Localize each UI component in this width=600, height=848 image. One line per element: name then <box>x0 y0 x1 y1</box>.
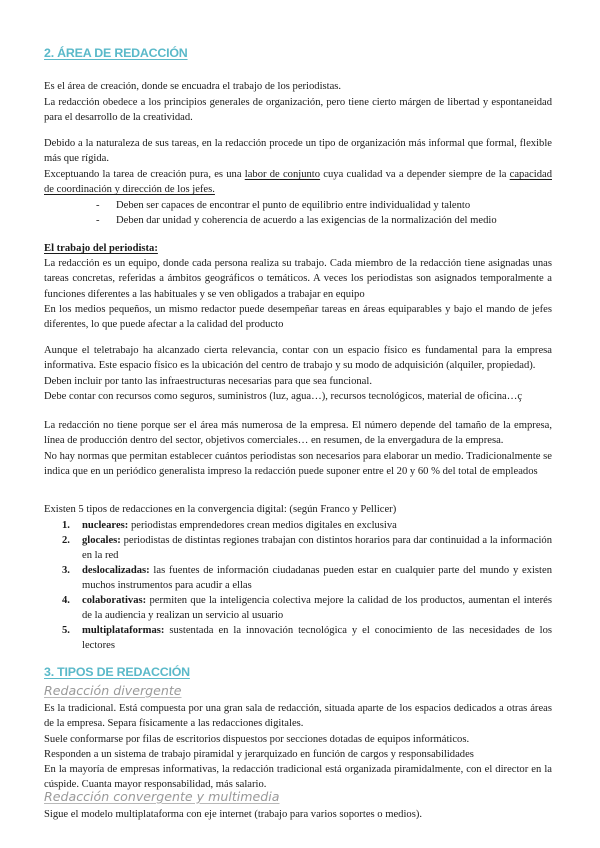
dash-item-text: Deben dar unidad y coherencia de acuerdo a las exigencias de la normalización del medio <box>116 215 497 226</box>
paragraph: Sigue el modelo multiplataforma con eje internet (trabajo para varios soportes o medios). <box>44 809 423 820</box>
list-item <box>62 593 552 624</box>
list-item <box>62 623 552 654</box>
list-text: las fuentes de información ciudadanas pueden estar en cualquier parte del mundo y existen muchos instrumentos para acudir a ellas <box>82 565 552 592</box>
underlined-text: capacidad de coordinación y dirección de los jefes. <box>44 169 552 196</box>
text-run: cuya cualidad va a depender siempre de la <box>320 169 510 180</box>
dash-item <box>100 213 552 228</box>
subsection-title-text: El trabajo del periodista: <box>44 243 158 254</box>
paragraph: Existen 5 tipos de redacciones en la convergencia digital: (según Franco y Pellicer) <box>44 504 397 515</box>
list-term: colaborativas: <box>82 595 147 606</box>
list-item <box>62 563 552 594</box>
list-term: nucleares: <box>82 520 129 531</box>
dash-item-text: Deben ser capaces de encontrar el punto de equilibrio entre individualidad y talento <box>116 200 471 211</box>
text-run: Exceptuando la tarea de creación pura, es una <box>44 169 245 180</box>
list-text: sustentada en la innovación tecnológica y el conocimiento de las necesidades de los lectores <box>82 625 552 652</box>
list-number: 4. <box>62 595 70 606</box>
paragraph: La redacción no tiene porque ser el área más numerosa de la empresa. El número depende del tamaño de la empresa, línea de producción dentro del sector, objetivos comerciales… en resumen, de la envergadura de la empresa. <box>44 420 552 447</box>
paragraph: La redacción obedece a los principios generales de organización, pero tiene cierto márgen de libertad y espontaneidad para el desarrollo de la creatividad. <box>44 97 552 124</box>
paragraph: Debe contar con recursos como seguros, suministros (luz, agua…), recursos tecnológicos, material de oficina…ç <box>44 391 523 402</box>
paragraph: En la mayoría de empresas informativas, la redacción tradicional está organizada piramidalmente, con el director en la cúspide. Cuanta mayor responsabilidad, más salario. <box>44 764 552 791</box>
list-number: 5. <box>62 625 70 636</box>
paragraph: La redacción es un equipo, donde cada persona realiza su trabajo. Cada miembro de la redacción tiene asignadas unas tareas concretas, referidas a ámbitos geográficos o temáticos. A veces los periodistas son asignados temporalmente a funciones diferentes a las habituales y se ven obligados a trabajar en equipo <box>44 258 552 300</box>
list-term: glocales: <box>82 535 121 546</box>
paragraph: Aunque el teletrabajo ha alcanzado cierta relevancia, contar con un espacio físico es fundamental para la empresa informativa. Este espacio físico es la ubicación del centro de trabajo y su modo de adquisición (alquiler, propiedad). <box>44 345 552 372</box>
list-term: deslocalizadas: <box>82 565 150 576</box>
list-item <box>62 533 552 564</box>
list-number: 3. <box>62 565 70 576</box>
list-number: 1. <box>62 520 70 531</box>
list-term: multiplataformas: <box>82 625 165 636</box>
list-text: periodistas de distintas regiones trabajan con distintos horarios para dar continuidad a la información en la red <box>82 535 552 562</box>
list-text: permiten que la inteligencia colectiva mejore la calidad de los productos, aumentan el interés de la audiencia y realizan un servicio al usuario <box>82 595 552 622</box>
section-3-title: 3. TIPOS DE REDACCIÓN <box>44 665 190 679</box>
underlined-text: labor de conjunto <box>244 169 321 180</box>
list-number: 2. <box>62 535 70 546</box>
subsection-title <box>44 241 552 256</box>
paragraph: Es la tradicional. Está compuesta por una gran sala de redacción, situada aparte de los espacios dedicados a otras áreas de la empresa. Separa físicamente a las redacciones digitales. <box>44 703 552 730</box>
section-2-title: 2. ÁREA DE REDACCIÓN <box>44 46 188 60</box>
paragraph: Responden a un sistema de trabajo piramidal y jerarquizado en función de cargos y responsabilidades <box>44 749 474 760</box>
paragraph: Es el área de creación, donde se encuadra el trabajo de los periodistas. <box>44 81 342 92</box>
paragraph: Debido a la naturaleza de sus tareas, en la redacción procede un tipo de organización más informal que formal, flexible más que rígida. <box>44 138 552 165</box>
paragraph: En los medios pequeños, un mismo redactor puede desempeñar tareas en áreas equiparables y bajo el mando de jefes diferentes, lo que puede afectar a la calidad del producto <box>44 304 552 331</box>
list-item <box>62 518 552 533</box>
paragraph: Suele conformarse por filas de escritorios dispuestos por secciones dotadas de equipos informáticos. <box>44 734 470 745</box>
paragraph: Deben incluir por tanto las infraestructuras necesarias para que sea funcional. <box>44 376 372 387</box>
list-text: periodistas emprendedores crean medios digitales en exclusiva <box>128 520 397 531</box>
dash-item <box>100 198 552 213</box>
subheading-convergente: Redacción convergente y multimedia <box>44 789 280 804</box>
paragraph: No hay normas que permitan establecer cuántos periodistas son necesarios para elaborar un medio. Tradicionalmente se indica que en un periódico generalista impreso la redacción puede suponer entre el 20 y 60 % del total de empleados <box>44 451 552 478</box>
subheading-divergente: Redacción divergente <box>44 683 182 698</box>
paragraph <box>44 167 552 198</box>
